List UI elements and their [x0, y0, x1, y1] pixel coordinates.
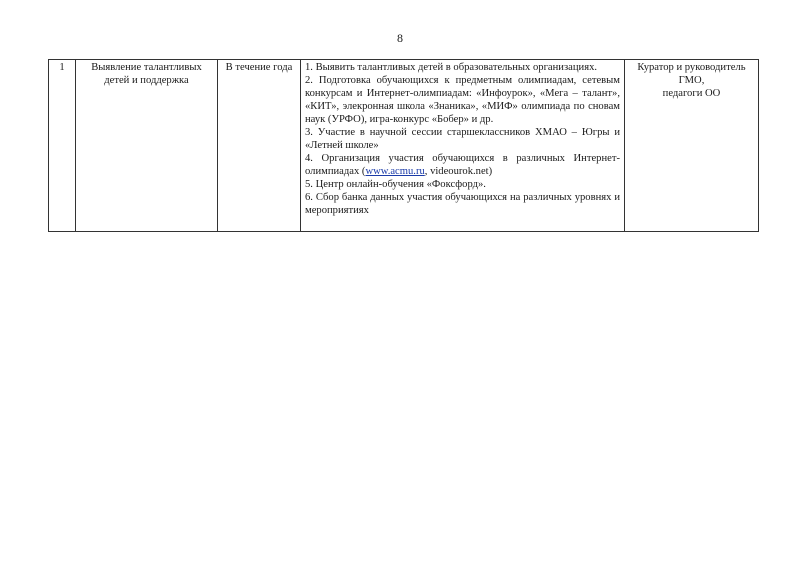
page-number: 8	[397, 31, 403, 45]
direction-cell: Выявление талантливых детей и поддержка	[76, 60, 218, 232]
activity-item-4-text: 4. Организация участия обучающихся в различных Интернет-олимпиадах (	[305, 153, 620, 177]
activity-item-5: 5. Центр онлайн-обучения «Фоксфорд».	[305, 179, 486, 190]
term-cell: В течение года	[218, 60, 301, 232]
responsible-line-1: Куратор и руководитель ГМО,	[637, 62, 746, 86]
responsible-cell	[625, 60, 759, 232]
table-row	[49, 60, 759, 232]
activity-item-1: 1. Выявить талантливых детей в образовательных организациях.	[305, 62, 598, 73]
plan-table	[48, 59, 759, 232]
acmu-link[interactable]: www.acmu.ru	[365, 166, 425, 177]
activities-cell	[301, 60, 625, 232]
activity-item-2: 2. Подготовка обучающихся к предметным олимпиадам, сетевым конкурсам и Интернет-олимпиадам: «Инфоурок», «Мега – талант», «КИТ», элекронная школа «Знаника», «МИФ» олимпиада по сновам наук (УРФО), игра-конкурс «Бобер» и др.	[305, 75, 620, 125]
activity-item-3: 3. Участие в научной сессии старшеклассников ХМАО – Югры и «Летней школе»	[305, 127, 620, 151]
activity-item-6: 6. Сбор банка данных участия обучающихся на различных уровнях и мероприятиях	[305, 192, 620, 216]
activity-item-4-suffix: , videourok.net)	[424, 166, 493, 177]
responsible-line-2: педагоги ОО	[662, 88, 721, 99]
row-number-cell: 1	[49, 60, 76, 232]
activity-item-4	[305, 152, 620, 178]
